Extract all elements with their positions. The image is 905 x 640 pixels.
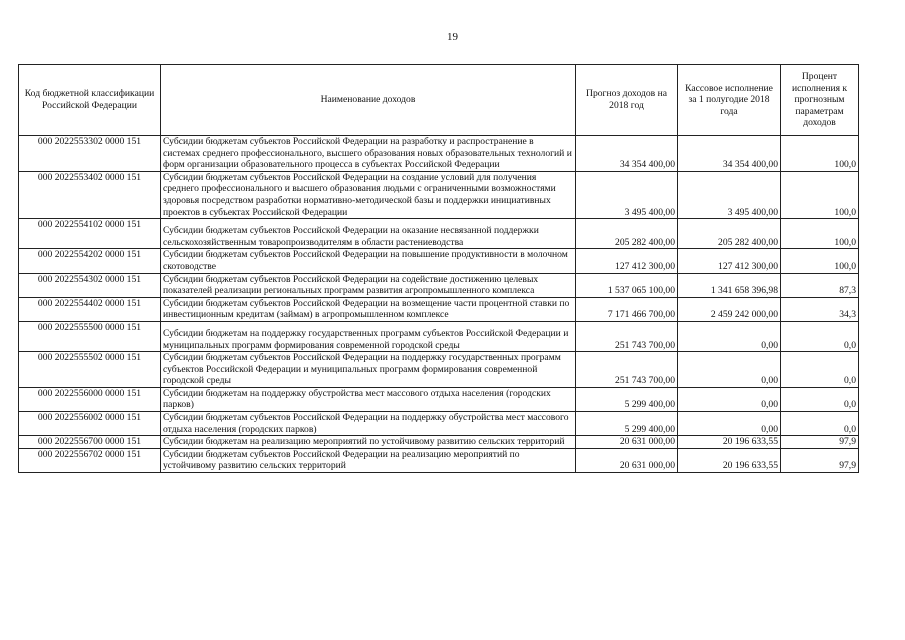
forecast-value: 7 171 466 700,00: [576, 297, 678, 321]
budget-code: 000 2022556000 0000 151: [19, 387, 161, 411]
percent-value: 0,0: [781, 352, 859, 388]
percent-value: 100,0: [781, 219, 859, 249]
revenue-name: Субсидии бюджетам субъектов Российской Федерации на повышение продуктивности в молочном скотоводстве: [161, 249, 576, 273]
table-row: [19, 412, 859, 436]
header-name: Наименование доходов: [161, 65, 576, 136]
forecast-value: 5 299 400,00: [576, 387, 678, 411]
revenue-name: Субсидии бюджетам субъектов Российской Федерации на поддержку обустройства мест массового отдыха населения (городских парков): [161, 412, 576, 436]
cash-value: 20 196 633,55: [678, 448, 781, 472]
revenue-name: Субсидии бюджетам на поддержку государственных программ субъектов Российской Федерации и муниципальных программ формирования современной городской среды: [161, 321, 576, 351]
forecast-value: 205 282 400,00: [576, 219, 678, 249]
revenue-name: Субсидии бюджетам на реализацию мероприятий по устойчивому развитию сельских территорий: [161, 436, 576, 449]
budget-code: 000 2022554402 0000 151: [19, 297, 161, 321]
forecast-value: 34 354 400,00: [576, 136, 678, 172]
revenue-name: Субсидии бюджетам субъектов Российской Федерации на разработку и распространение в системах среднего профессионального, высшего образования новых образовательных технологий и форм организации образовательного процесса в субъектах Российской Федерации: [161, 136, 576, 172]
revenue-name: Субсидии бюджетам субъектов Российской Федерации на оказание несвязанной поддержки сельскохозяйственным товаропроизводителям в области растениеводства: [161, 219, 576, 249]
header-forecast: Прогноз доходов на 2018 год: [576, 65, 678, 136]
forecast-value: 251 743 700,00: [576, 352, 678, 388]
cash-value: 2 459 242 000,00: [678, 297, 781, 321]
table-row: [19, 219, 859, 249]
revenue-name: Субсидии бюджетам на поддержку обустройства мест массового отдыха населения (городских парков): [161, 387, 576, 411]
header-percent: Процент исполнения к прогнозным параметрам доходов: [781, 65, 859, 136]
table-row: [19, 136, 859, 172]
forecast-value: 5 299 400,00: [576, 412, 678, 436]
percent-value: 100,0: [781, 136, 859, 172]
percent-value: 100,0: [781, 171, 859, 218]
table-row: [19, 448, 859, 472]
budget-code: 000 2022554102 0000 151: [19, 219, 161, 249]
budget-code: 000 2022553402 0000 151: [19, 171, 161, 218]
cash-value: 34 354 400,00: [678, 136, 781, 172]
forecast-value: 20 631 000,00: [576, 436, 678, 449]
revenue-name: Субсидии бюджетам субъектов Российской Федерации на содействие достижению целевых показателей реализации региональных программ развития агропромышленного комплекса: [161, 273, 576, 297]
budget-code: 000 2022555502 0000 151: [19, 352, 161, 388]
table-row: [19, 297, 859, 321]
forecast-value: 1 537 065 100,00: [576, 273, 678, 297]
page-number: 19: [447, 31, 458, 43]
table-row: [19, 352, 859, 388]
budget-code: 000 2022553302 0000 151: [19, 136, 161, 172]
forecast-value: 20 631 000,00: [576, 448, 678, 472]
table-row: [19, 273, 859, 297]
percent-value: 97,9: [781, 436, 859, 449]
percent-value: 0,0: [781, 321, 859, 351]
forecast-value: 3 495 400,00: [576, 171, 678, 218]
table-body: [19, 136, 859, 473]
cash-value: 205 282 400,00: [678, 219, 781, 249]
percent-value: 97,9: [781, 448, 859, 472]
cash-value: 0,00: [678, 321, 781, 351]
cash-value: 20 196 633,55: [678, 436, 781, 449]
cash-value: 1 341 658 396,98: [678, 273, 781, 297]
budget-code: 000 2022556700 0000 151: [19, 436, 161, 449]
percent-value: 100,0: [781, 249, 859, 273]
percent-value: 87,3: [781, 273, 859, 297]
forecast-value: 127 412 300,00: [576, 249, 678, 273]
table-header-row: [19, 65, 859, 136]
budget-code: 000 2022556002 0000 151: [19, 412, 161, 436]
cash-value: 0,00: [678, 352, 781, 388]
table-row: [19, 249, 859, 273]
revenue-table: [18, 64, 859, 473]
cash-value: 127 412 300,00: [678, 249, 781, 273]
cash-value: 0,00: [678, 387, 781, 411]
header-cash-execution: Кассовое исполнение за 1 полугодие 2018 года: [678, 65, 781, 136]
header-code: Код бюджетной классификации Российской Федерации: [19, 65, 161, 136]
cash-value: 3 495 400,00: [678, 171, 781, 218]
budget-code: 000 2022554202 0000 151: [19, 249, 161, 273]
percent-value: 34,3: [781, 297, 859, 321]
table-row: [19, 436, 859, 449]
revenue-name: Субсидии бюджетам субъектов Российской Федерации на возмещение части процентной ставки по инвестиционным кредитам (займам) в агропромышленном комплексе: [161, 297, 576, 321]
revenue-name: Субсидии бюджетам субъектов Российской Федерации на реализацию мероприятий по устойчивому развитию сельских территорий: [161, 448, 576, 472]
revenue-name: Субсидии бюджетам субъектов Российской Федерации на создание условий для получения среднего профессионального и высшего образования людьми с ограниченными возможностями здоровья посредством разработки нормативно-методической базы и поддержки инициативных проектов в субъектах Российской Федерации: [161, 171, 576, 218]
percent-value: 0,0: [781, 412, 859, 436]
revenue-name: Субсидии бюджетам субъектов Российской Федерации на поддержку государственных программ субъектов Российской Федерации и муниципальных программ формирования современной городской среды: [161, 352, 576, 388]
cash-value: 0,00: [678, 412, 781, 436]
budget-code: 000 2022555500 0000 151: [19, 321, 161, 351]
percent-value: 0,0: [781, 387, 859, 411]
budget-code: 000 2022556702 0000 151: [19, 448, 161, 472]
table-row: [19, 387, 859, 411]
budget-code: 000 2022554302 0000 151: [19, 273, 161, 297]
table-row: [19, 321, 859, 351]
forecast-value: 251 743 700,00: [576, 321, 678, 351]
table-row: [19, 171, 859, 218]
